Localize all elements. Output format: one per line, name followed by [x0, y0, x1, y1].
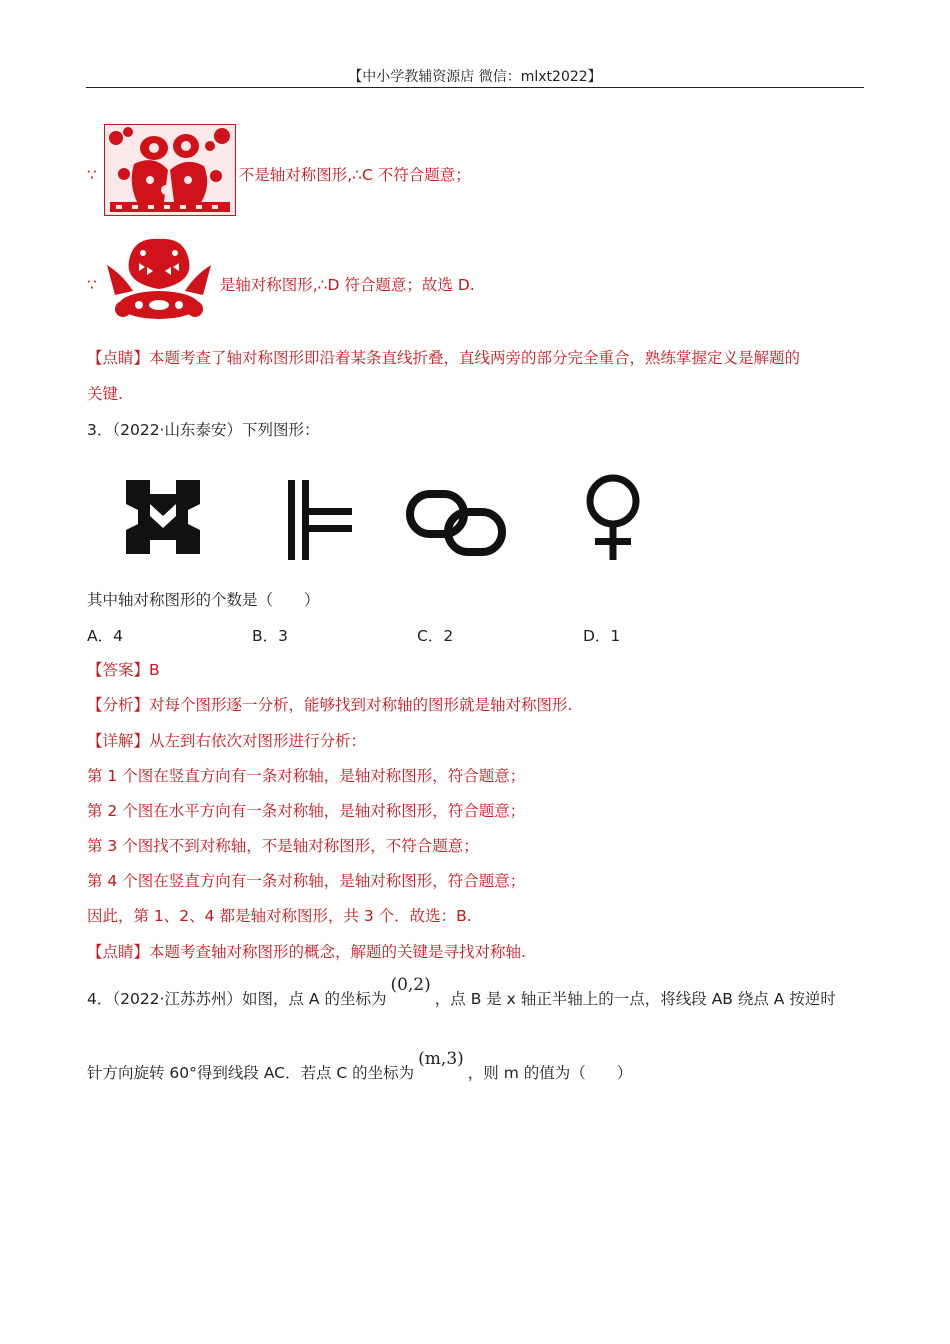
option-c-conclusion: 不是轴对称图形,∴C 不符合题意；	[238, 166, 471, 184]
answer: 【答案】B	[87, 661, 160, 679]
q4-text-part-1: 4．（2022·江苏苏州）如图，点 A 的坐标为	[87, 990, 387, 1008]
because-symbol: ∵	[87, 166, 97, 184]
because-symbol: ∵	[87, 276, 97, 294]
figure-2-icon	[288, 480, 352, 560]
q4-text-part-2: ，点 B 是 x 轴正半轴上的一点，将线段 AB 绕点 A 按逆时	[434, 990, 836, 1008]
question-3-ask: 其中轴对称图形的个数是（ ）	[87, 591, 320, 609]
detail-line: 第 2 个图在水平方向有一条对称轴，是轴对称图形，符合题意；	[87, 802, 526, 820]
header-divider	[86, 87, 864, 88]
dianjing-2: 【点睛】本题考查轴对称图形的概念，解题的关键是寻找对称轴.	[87, 943, 526, 961]
option-a: A．4	[87, 627, 123, 645]
coord-c: (m,3)	[418, 1049, 464, 1069]
coord-a: (0,2)	[390, 975, 431, 995]
q4-text-part-4: ，则 m 的值为（ ）	[467, 1064, 633, 1082]
female-symbol-icon	[583, 472, 645, 562]
page-header: 【中小学教辅资源店 微信：mlxt2022】	[348, 69, 602, 85]
option-d: D．1	[583, 627, 621, 645]
detail-line: 因此，第 1、2、4 都是轴对称图形，共 3 个．故选：B.	[87, 907, 472, 925]
analysis: 【分析】对每个图形逐一分析，能够找到对称轴的图形就是轴对称图形.	[87, 696, 573, 714]
figure-1-icon	[126, 480, 200, 554]
detail-line: 第 3 个图找不到对称轴，不是轴对称图形，不符合题意；	[87, 837, 479, 855]
detail-line: 第 4 个图在竖直方向有一条对称轴，是轴对称图形，符合题意；	[87, 872, 526, 890]
detail-line: 第 1 个图在竖直方向有一条对称轴，是轴对称图形，符合题意；	[87, 767, 526, 785]
option-b: B．3	[252, 627, 288, 645]
option-c: C．2	[417, 627, 454, 645]
dianjing-line-2: 关键.	[87, 385, 123, 403]
question-4-line-2	[87, 1049, 633, 1084]
detail-head: 【详解】从左到右依次对图形进行分析：	[87, 732, 367, 750]
dianjing-line-1: 【点睛】本题考查了轴对称图形即沿着某条直线折叠，直线两旁的部分完全重合，熟练掌握定义是解题的	[87, 349, 801, 367]
q4-text-part-3: 针方向旋转 60°得到线段 AC．若点 C 的坐标为	[87, 1064, 415, 1082]
chain-links-icon	[406, 488, 506, 558]
question-4-line-1	[87, 975, 836, 1010]
question-3-stem: 3．（2022·山东泰安）下列图形：	[87, 421, 320, 439]
option-d-conclusion: 是轴对称图形,∴D 符合题意；故选 D.	[219, 276, 475, 294]
